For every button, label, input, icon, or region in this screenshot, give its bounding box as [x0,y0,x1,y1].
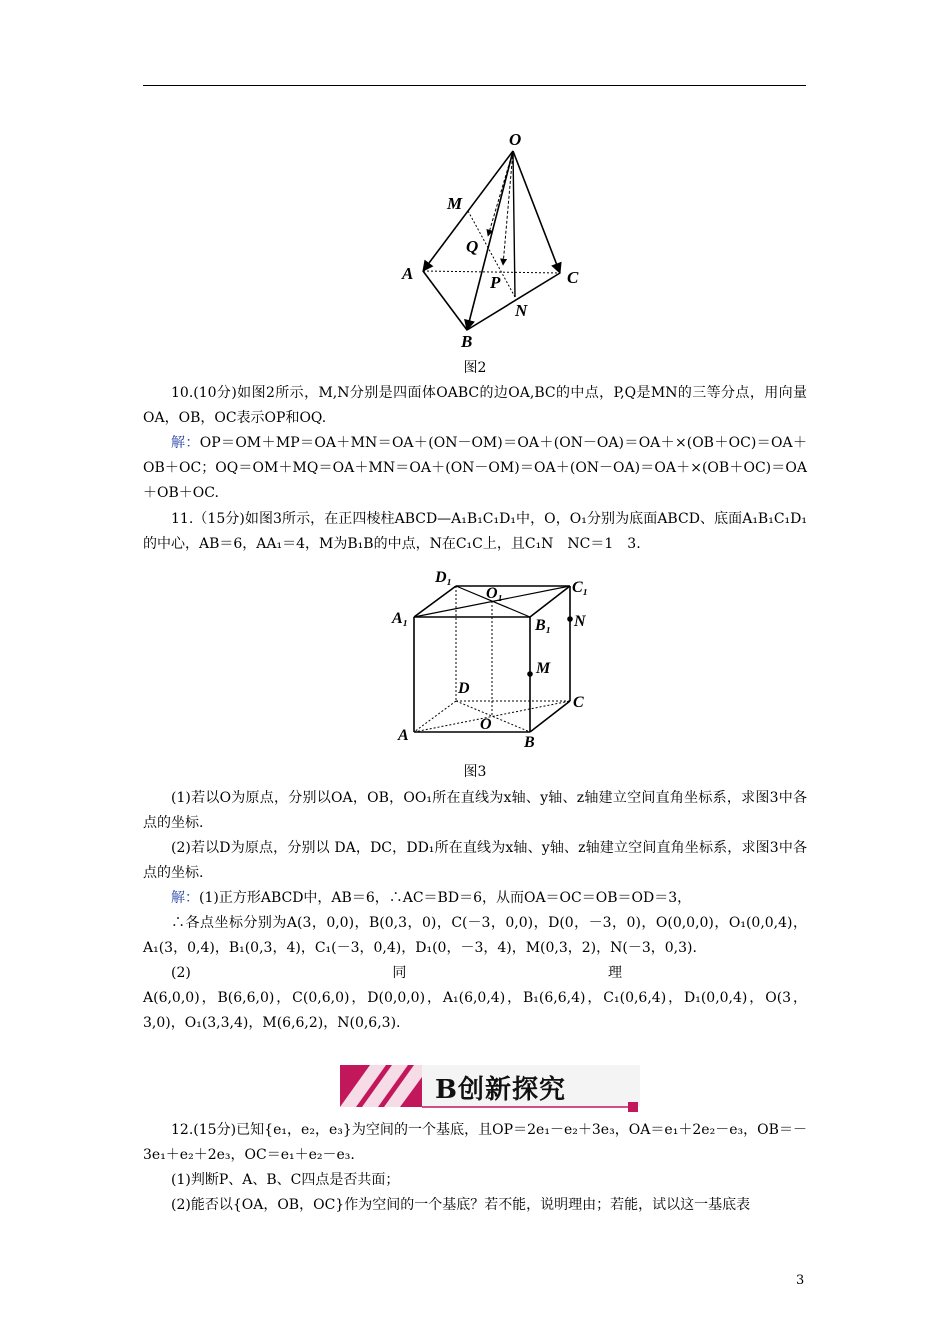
question-12-part-1: (1)判断P、A、B、C四点是否共面； [171,1172,400,1188]
question-11 [143,507,807,557]
figure-3-prism [390,562,600,752]
figure-2-tetrahedron [395,125,595,350]
question-10-solution-body: OP＝OM＋MP＝OA＋MN＝OA＋(ON－OM)＝OA＋(ON－OA)＝OA＋×(OB＋OC)＝OA＋OB＋OC；OQ＝OM＋MQ＝OA＋MN＝OA＋(ON－OM)＝OA＋(ON－OA)＝OA＋×(OB＋OC)＝OA＋OB＋OC. [143,435,807,501]
question-12-part-2: (2)能否以{OA，OB，OC}作为空间的一个基底？若不能，说明理由；若能，试以这一基底表 [171,1197,751,1213]
question-11-solution-1: (1)正方形ABCD中，AB＝6，∴AC＝BD＝6，从而OA＝OC＝OB＝OD＝3， [199,890,692,906]
question-12-text: 12.(15分)已知{e₁，e₂，e₃}为空间的一个基底，且OP＝2e₁－e₂＋3e₃，OA＝e₁＋2e₂－e₃，OB＝－3e₁＋e₂＋2e₃，OC＝e₁＋e₂－e₃. [143,1122,807,1163]
label-C: C [567,268,579,287]
label-O: O [509,130,522,149]
label-P: P [490,273,501,292]
label-C: C [573,694,584,711]
label-N: N [515,301,528,320]
question-11-solution-line-3 [143,961,807,986]
question-11-parts [143,786,807,1036]
label-N: N [574,613,586,630]
question-11-part-1: (1)若以O为原点，分别以OA，OB，OO₁所在直线为x轴、y轴、z轴建立空间直角坐标系，求图3中各点的坐标. [143,790,807,831]
solution-label: 解： [171,890,199,906]
header-rule [143,85,806,86]
question-10-text: 10.(10分)如图2所示，M,N分别是四面体OABC的边OA,BC的中点，P,Q是MN的三等分点，用向量OA，OB，OC表示OP和OQ. [143,385,807,426]
label-D: D [458,680,470,697]
label-B1: B₁ [535,617,552,634]
label-O1: O₁ [486,585,504,602]
point-N-dot [567,616,573,622]
vector-OC [513,151,560,273]
solution-label: 解： [171,435,200,451]
label-B: B [461,332,473,350]
question-10 [143,381,807,506]
figure-2-svg [395,125,595,350]
label-A: A [398,727,409,744]
question-11-text: 11.（15分)如图3所示，在正四棱柱ABCD—A₁B₁C₁D₁中，O，O₁分别为底面ABCD、底面A₁B₁C₁D₁的中心，AB＝6，AA₁＝4，M为B₁B的中点，N在C₁C上，且C₁N NC＝1 3. [143,511,807,552]
question-11-solution-line-1 [143,886,807,911]
question-10-solution [143,431,807,506]
label-O: O [480,716,492,733]
label-D1: D₁ [435,569,453,586]
question-11-solution-3b: 同 [392,965,407,981]
edge-AB [423,271,467,330]
section-banner [340,1063,640,1113]
question-11-solution-3c: 理 [608,965,622,981]
label-A: A [402,264,414,283]
question-12 [143,1118,807,1218]
question-11-solution-2: ∴各点坐标分别为A(3，0,0)，B(0,3，0)，C(－3，0,0)，D(0，－3，0)，O(0,0,0)，O₁(0,0,4)，A₁(3，0,4)，B₁(0,3，4)，C₁(－3，0,4)，D₁(0，－3，4)，M(0,3，2)，N(－3，0,3). [143,915,807,956]
label-C1: C₁ [572,579,589,596]
label-M: M [447,194,463,213]
banner-title: B创新探究 [435,1075,566,1105]
label-A1: A₁ [392,610,409,627]
figure-3-svg [390,562,600,752]
question-11-solution-4: A(6,0,0)，B(6,6,0)，C(0,6,0)，D(0,0,0)，A₁(6,0,4)，B₁(6,6,4)，C₁(0,6,4)，D₁(0,0,4)，O(3，3,0)，O₁(3,3,4)，M(6,6,2)，N(0,6,3). [143,990,807,1031]
segment-ON [513,151,515,297]
page-number: 3 [796,1273,805,1288]
label-Q: Q [466,237,479,256]
question-11-solution-3a: (2) [171,965,191,981]
edge-BC [467,273,560,330]
figure-2-caption: 图2 [463,360,487,376]
label-B: B [524,734,535,751]
point-M-dot [527,671,533,677]
label-M: M [536,660,551,677]
prism-hidden-edges [414,586,570,732]
figure-3-caption: 图3 [463,764,487,780]
question-11-part-2: (2)若以D为原点，分别以 DA，DC，DD₁所在直线为x轴、y轴、z轴建立空间直角坐标系，求图3中各点的坐标. [143,840,807,881]
